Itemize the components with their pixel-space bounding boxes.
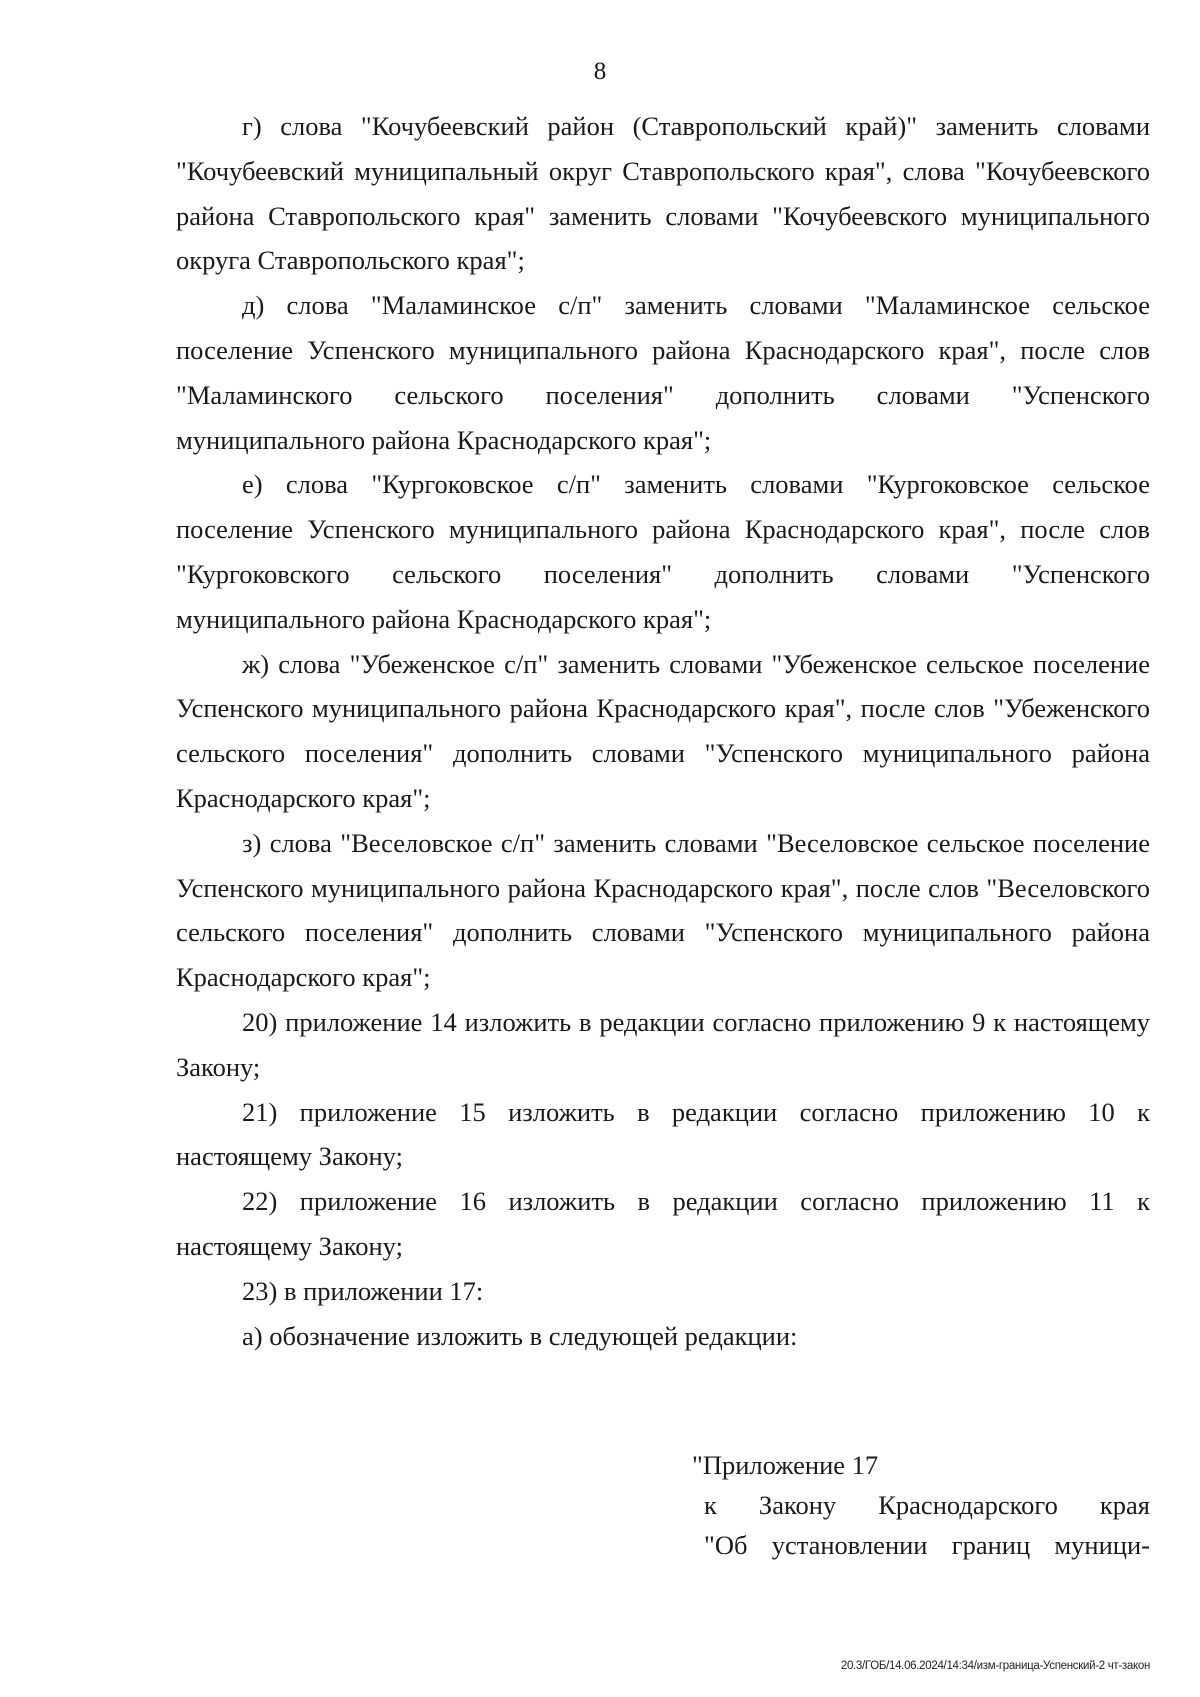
paragraph-z: з) слова "Веселовское с/п" заменить словами "Веселовское сельское поселение Успенского муниципального района Краснодарского края", после слов "Веселовского сельского поселения" дополнить словами "Успенского муниципального района Краснодарского края"; [176, 827, 1150, 993]
appendix-heading [692, 1445, 1150, 1565]
appendix-title: "Приложение 17 [692, 1450, 879, 1480]
appendix-law-ref: к Закону Краснодарского края [704, 1490, 1150, 1520]
paragraph-e: е) слова "Кургоковское с/п" заменить словами "Кургоковское сельское поселение Успенского муниципального района Краснодарского края", после слов "Кургоковского сельского поселения" дополнить словами "Успенского муниципального района Краснодарского края"; [176, 469, 1150, 634]
paragraph-zh: ж) слова "Убеженское с/п" заменить словами "Убеженское сельское поселение Успенского муниципального района Краснодарского края", после слов "Убеженского сельского поселения" дополнить словами "Успенского муниципального района Краснодарского края"; [176, 648, 1150, 813]
paragraph-23: 23) в приложении 17: [242, 1275, 484, 1306]
paragraph-a: а) обозначение изложить в следующей редакции: [242, 1320, 798, 1351]
paragraph-22: 22) приложение 16 изложить в редакции согласно приложению 11 к настоящему Закону; [176, 1186, 1150, 1261]
paragraph-g: г) слова "Кочубеевский район (Ставропольский край)" заменить словами "Кочубеевский муниципальный округ Ставропольского края", слова "Кочубеевского района Ставропольского края" заменить словами "Кочубеевского муниципального округа Ставропольского края"; [176, 111, 1150, 276]
page-number: 8 [593, 58, 607, 85]
paragraph-21: 21) приложение 15 изложить в редакции согласно приложению 10 к настоящему Закону; [176, 1096, 1150, 1172]
document-body [176, 104, 1150, 1358]
paragraph-d: д) слова "Маламинское с/п" заменить словами "Маламинское сельское поселение Успенского муниципального района Краснодарского края", после слов "Маламинского сельского поселения" дополнить словами "Успенского муниципального района Краснодарского края"; [176, 290, 1150, 455]
appendix-law-title: "Об установлении границ муници- [704, 1530, 1150, 1560]
paragraph-20: 20) приложение 14 изложить в редакции согласно приложению 9 к настоящему Закону; [176, 1006, 1150, 1082]
document-footer: 20.3/ГОБ/14.06.2024/14:34/изм-граница-Успенский-2 чт-закон [840, 1660, 1150, 1672]
